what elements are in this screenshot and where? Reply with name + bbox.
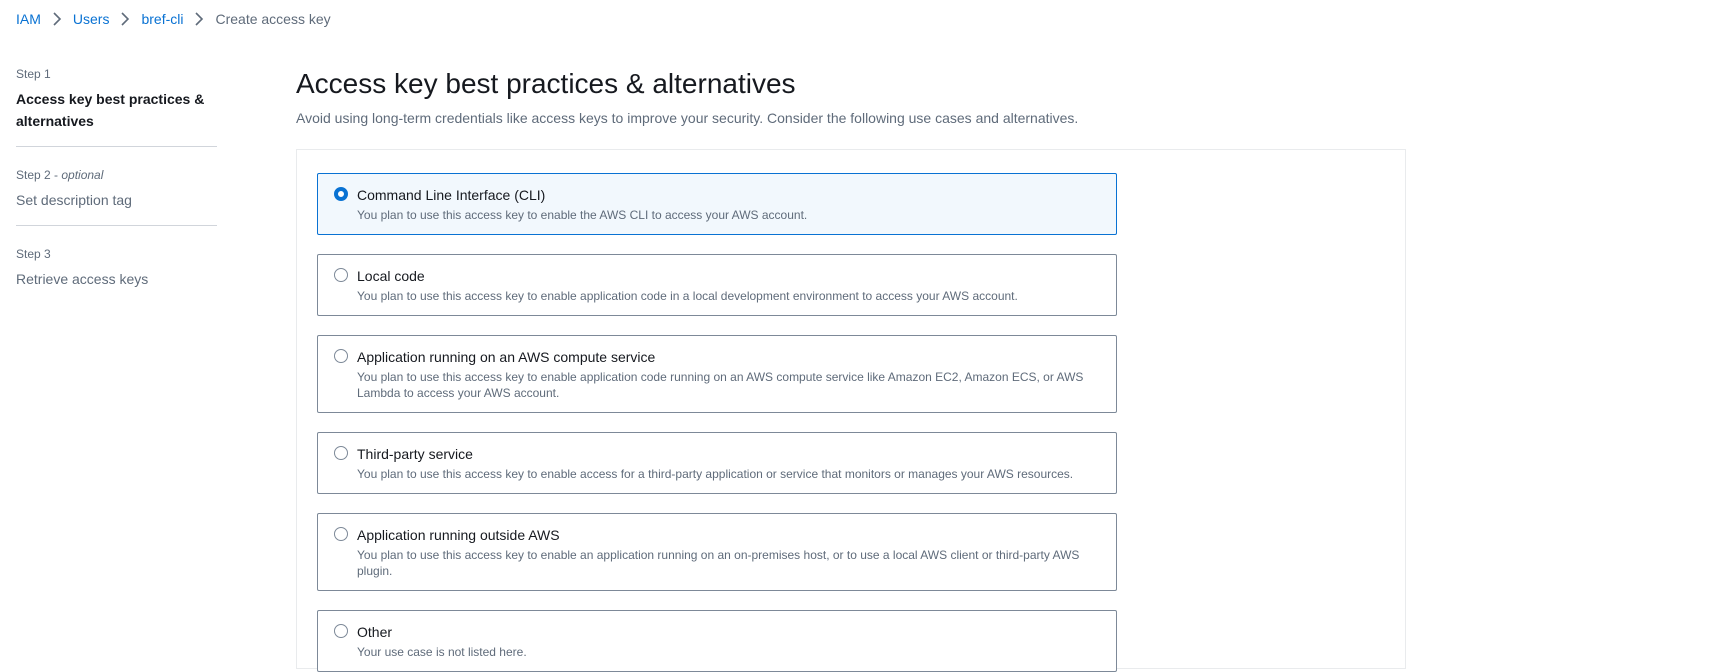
breadcrumb: [16, 10, 331, 28]
chevron-right-icon: [183, 12, 215, 26]
wizard-step-1: [16, 66, 217, 147]
radio-icon[interactable]: [334, 527, 348, 541]
option-third-party[interactable]: [317, 432, 1117, 494]
option-label: Command Line Interface (CLI): [357, 187, 546, 203]
option-label: Application running outside AWS: [357, 527, 560, 543]
page-description: Avoid using long-term credentials like access keys to improve your security. Consider the following use cases and alternatives.: [296, 110, 1079, 126]
option-description: You plan to use this access key to enable application code running on an AWS compute service like Amazon EC2, Amazon ECS, or AWS Lambda to access your AWS account.: [357, 370, 1084, 400]
option-other[interactable]: [317, 610, 1117, 672]
wizard-step-3[interactable]: [16, 246, 217, 304]
step-title: Set description tag: [16, 192, 132, 208]
option-cli[interactable]: [317, 173, 1117, 235]
option-label: Third-party service: [357, 446, 473, 462]
radio-icon[interactable]: [334, 268, 348, 282]
step-title: Retrieve access keys: [16, 271, 149, 287]
radio-icon[interactable]: [334, 349, 348, 363]
use-case-container: [296, 149, 1406, 669]
page-title: Access key best practices & alternatives: [296, 68, 796, 99]
option-local-code[interactable]: [317, 254, 1117, 316]
option-description: Your use case is not listed here.: [357, 645, 527, 659]
optional-label: optional: [61, 168, 104, 182]
chevron-right-icon: [41, 12, 73, 26]
wizard-steps: [16, 66, 217, 324]
wizard-step-2[interactable]: [16, 167, 217, 226]
breadcrumb-link-iam[interactable]: IAM: [16, 11, 41, 27]
breadcrumb-link-users[interactable]: Users: [72, 11, 110, 27]
option-aws-compute[interactable]: [317, 335, 1117, 413]
radio-icon[interactable]: [334, 187, 348, 201]
chevron-right-icon: [109, 12, 141, 26]
step-number: Step 2 - optional: [16, 168, 104, 182]
option-description: You plan to use this access key to enable application code in a local development environment to access your AWS account.: [357, 289, 1018, 303]
option-label: Local code: [357, 268, 425, 284]
option-description: You plan to use this access key to enable an application running on an on-premises host, or to use a local AWS client or third-party AWS plugin.: [357, 548, 1080, 578]
radio-icon[interactable]: [334, 446, 348, 460]
step-title: Access key best practices & alternatives: [16, 91, 205, 129]
option-description: You plan to use this access key to enable access for a third-party application or service that monitors or manages your AWS resources.: [357, 467, 1074, 481]
radio-icon[interactable]: [334, 624, 348, 638]
step-number: Step 1: [16, 67, 51, 81]
breadcrumb-link-user[interactable]: bref-cli: [141, 11, 184, 27]
breadcrumb-current: Create access key: [215, 11, 331, 27]
option-label: Application running on an AWS compute service: [357, 349, 656, 365]
option-label: Other: [357, 624, 393, 640]
step-number: Step 3: [16, 247, 51, 261]
option-outside-aws[interactable]: [317, 513, 1117, 591]
option-description: You plan to use this access key to enable the AWS CLI to access your AWS account.: [357, 208, 808, 222]
